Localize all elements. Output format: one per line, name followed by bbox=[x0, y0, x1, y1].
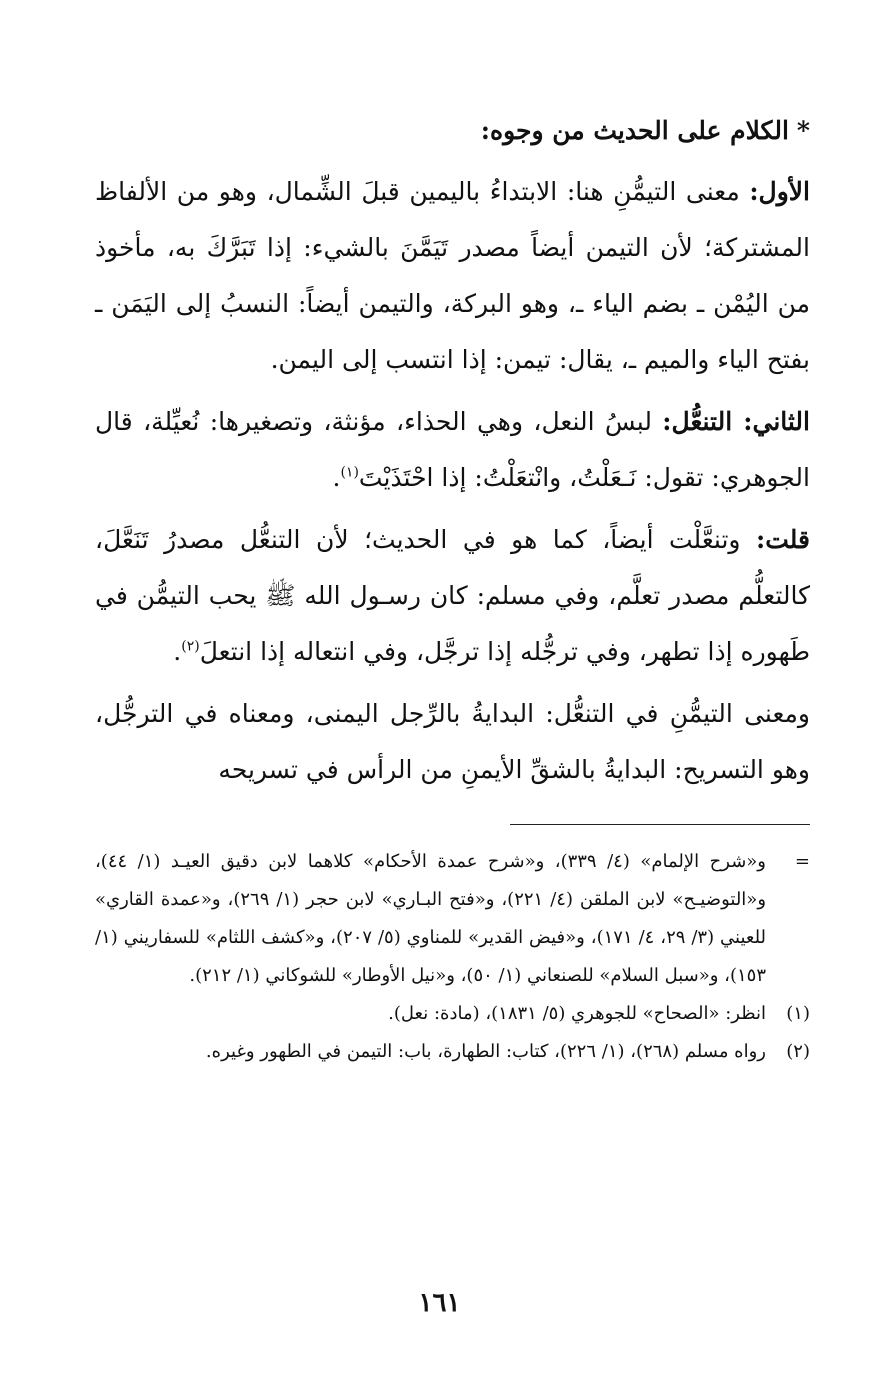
asterisk-icon: * bbox=[796, 116, 810, 145]
paragraph-lead: الأول: bbox=[749, 177, 810, 206]
section-heading bbox=[95, 110, 810, 152]
page-number: ١٦١ bbox=[418, 1288, 461, 1318]
paragraph-text: معنى التيمُّنِ هنا: الابتداءُ باليمين قبلَ الشِّمال، وهو من الألفاظ المشتركة؛ لأن التيمن أيضاً مصدر تَيَمَّنَ بالشيء: إذا تَبَرَّكَ به، مأخوذ من اليُمْن ـ بضم الياء ـ، وهو البركة، والتيمن أيضاً: النسبُ إلى اليَمَن ـ بفتح الياء والميم ـ، يقال: تيمن: إذا انتسب إلى اليمن. bbox=[95, 177, 811, 374]
paragraph-lead: الثاني: التنعُّل: bbox=[662, 407, 811, 436]
footnote-number: = bbox=[794, 851, 810, 872]
page-content bbox=[95, 110, 810, 1071]
paragraph-text: ومعنى التيمُّنِ في التنعُّل: البدايةُ بالرِّجل اليمنى، ومعناه في الترجُّل، وهو التسريح: البدايةُ بالشقِّ الأيمنِ من الرأس في تسريحه bbox=[95, 699, 810, 784]
paragraph-text: وتنعَّلْت أيضاً، كما هو في الحديث؛ لأن التنعُّل مصدرُ تَنَعَّلَ، كالتعلُّم مصدر تعلَّم، وفي مسلم: كان رسـول الله ﷺ يحب التيمُّن في طَهوره إذا تطهر، وفي ترجُّله إذا ترجَّل، وفي انتعاله إذا انتعلَ bbox=[95, 525, 810, 666]
paragraph-lead: قلت: bbox=[755, 525, 810, 554]
heading-text: الكلام على الحديث من وجوه: bbox=[480, 116, 789, 145]
footnote-number: (٢) bbox=[786, 1041, 810, 1062]
paragraph-tail: . bbox=[173, 637, 182, 666]
footnote-text: و«شرح الإلمام» (٤/ ٣٣٩)، و«شرح عمدة الأحكام» كلاهما لابن دقيق العيـد (١/ ٤٤)، و«التوضيـح» لابن الملقن (٤/ ٢٢١)، و«فتح البـاري» لابن حجر (١/ ٢٦٩)، و«عمدة القاري» للعيني (٣/ ٢٩، ٤/ ١٧١)، و«فيض القدير» للمناوي (٥/ ٢٠٧)، و«كشف اللثام» للسفاريني (١/ ١٥٣)، و«سبل السلام» للصنعاني (١/ ٥٠)، و«نيل الأوطار» للشوكاني (١/ ٢١٢). bbox=[95, 851, 767, 986]
footnote-text: انظر: «الصحاح» للجوهري (٥/ ١٨٣١)، (مادة: نعل). bbox=[388, 1003, 766, 1024]
paragraph-note bbox=[95, 512, 810, 680]
footnote-divider bbox=[510, 824, 810, 825]
paragraph-tail: . bbox=[332, 463, 341, 492]
footnote-ref[interactable]: (١) bbox=[340, 464, 359, 481]
paragraph-meaning bbox=[95, 686, 810, 798]
paragraph-first bbox=[95, 164, 810, 388]
footnote-text: رواه مسلم (٢٦٨)، (١/ ٢٢٦)، كتاب: الطهارة، باب: التيمن في الطهور وغيره. bbox=[205, 1041, 766, 1062]
footnote-ref[interactable]: (٢) bbox=[181, 638, 200, 655]
footnote-2 bbox=[95, 1033, 810, 1071]
paragraph-second bbox=[95, 394, 810, 506]
footnote-number: (١) bbox=[786, 1003, 810, 1024]
footnote-continued bbox=[95, 843, 810, 995]
paragraph-text: لبسُ النعل، وهي الحذاء، مؤنثة، وتصغيرها: نُعيِّلة، قال الجوهري: تقول: نَـعَلْتُ، وانْتعَلْتُ: إذا احْتَذَيْتَ bbox=[95, 407, 810, 492]
footnote-1 bbox=[95, 995, 810, 1033]
